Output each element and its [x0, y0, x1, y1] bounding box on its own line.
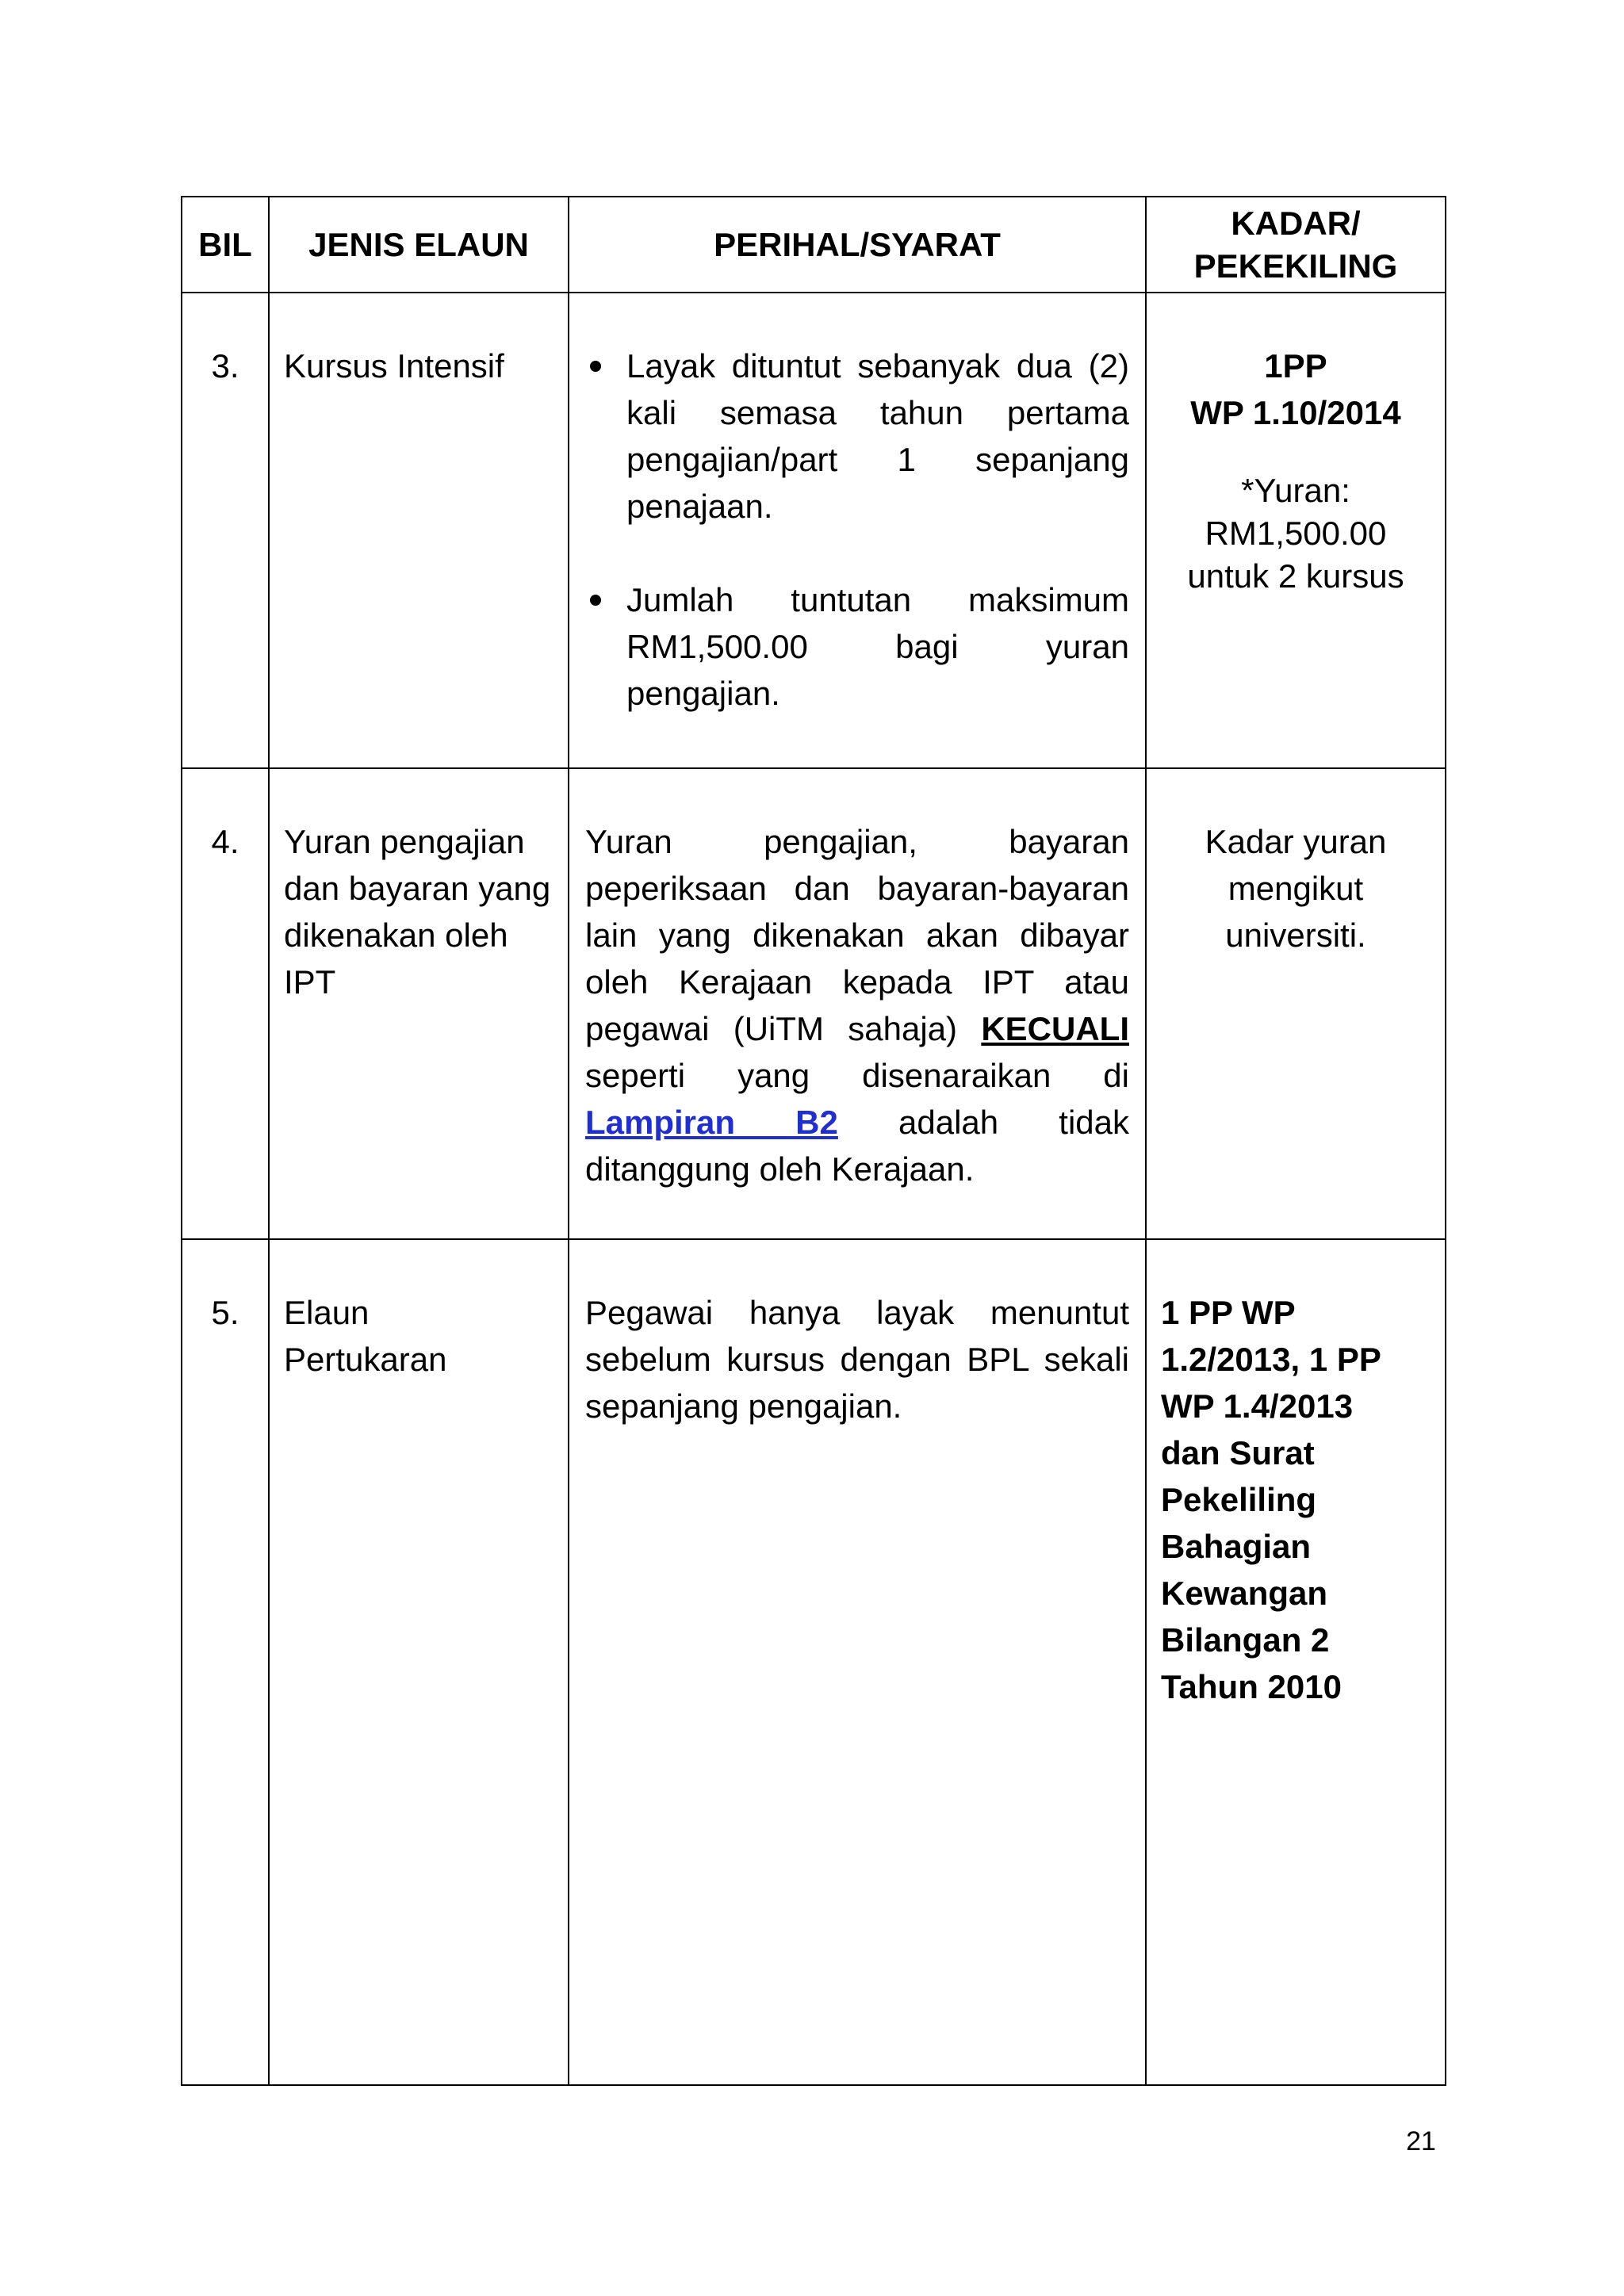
kadar-fee-note: untuk 2 kursus	[1187, 557, 1404, 595]
row-kadar	[1146, 1239, 1446, 2085]
row-bil: 3.	[182, 293, 269, 768]
row-kadar: Kadar yuran mengikut universiti.	[1146, 768, 1446, 1239]
header-bil: BIL	[182, 197, 269, 293]
kadar-line: Pekeliling	[1161, 1481, 1317, 1518]
row-perihal	[569, 768, 1146, 1239]
row-perihal	[569, 293, 1146, 768]
kadar-circular-ref: 1PP	[1264, 347, 1327, 385]
header-kadar-line2: PEKEKILING	[1193, 247, 1398, 285]
kadar-line: Kewangan	[1161, 1575, 1328, 1612]
perihal-text: Yuran pengajian, bayaran peperiksaan dan bayaran-bayaran lain yang dikenakan akan dibayar oleh Kerajaan kepada IPT atau pegawai (UiTM sahaja)	[585, 823, 1129, 1047]
row-kadar	[1146, 293, 1446, 768]
kadar-line: Bahagian	[1161, 1528, 1312, 1565]
header-jenis-elaun: JENIS ELAUN	[269, 197, 569, 293]
list-item: Jumlah tuntutan maksimum RM1,500.00 bagi yuran pengajian.	[585, 576, 1129, 717]
kadar-line: 1.2/2013, 1 PP	[1161, 1341, 1381, 1378]
lampiran-b2-link[interactable]: Lampiran B2	[585, 1104, 838, 1141]
jenis-line: Elaun	[284, 1294, 370, 1331]
kadar-line: Tahun 2010	[1161, 1668, 1342, 1705]
perihal-exception-emphasis: KECUALI	[981, 1010, 1129, 1047]
kadar-fee-amount: RM1,500.00	[1205, 515, 1387, 552]
kadar-circular-number: WP 1.10/2014	[1190, 394, 1401, 431]
row-bil: 5.	[182, 1239, 269, 2085]
perihal-text: adalah tidak ditanggung oleh Kerajaan.	[585, 1104, 1129, 1188]
header-kadar-line1: KADAR/	[1231, 204, 1361, 242]
header-perihal-syarat: PERIHAL/SYARAT	[569, 197, 1146, 293]
kadar-line: WP 1.4/2013	[1161, 1387, 1354, 1425]
kadar-fee-label: *Yuran:	[1241, 472, 1350, 509]
row-perihal: Pegawai hanya layak menuntut sebelum kursus dengan BPL sekali sepanjang pengajian.	[569, 1239, 1146, 2085]
header-kadar-pekekiling	[1146, 197, 1446, 293]
perihal-text: seperti yang disenaraikan di	[585, 1057, 1129, 1094]
perihal-bullet-list	[585, 342, 1129, 717]
jenis-line: Pertukaran	[284, 1341, 447, 1378]
kadar-line: 1 PP WP	[1161, 1294, 1296, 1331]
table-row	[182, 768, 1446, 1239]
allowance-table	[181, 196, 1446, 2086]
page-number: 21	[1406, 2126, 1436, 2156]
row-jenis-elaun	[269, 1239, 569, 2085]
row-bil: 4.	[182, 768, 269, 1239]
kadar-line: Bilangan 2	[1161, 1621, 1330, 1659]
kadar-line: dan Surat	[1161, 1434, 1315, 1471]
list-item: Layak dituntut sebanyak dua (2) kali semasa tahun pertama pengajian/part 1 sepanjang penajaan.	[585, 342, 1129, 530]
table-row	[182, 1239, 1446, 2085]
table-row	[182, 293, 1446, 768]
row-jenis-elaun: Yuran pengajian dan bayaran yang dikenakan oleh IPT	[269, 768, 569, 1239]
table-header-row	[182, 197, 1446, 293]
row-jenis-elaun: Kursus Intensif	[269, 293, 569, 768]
